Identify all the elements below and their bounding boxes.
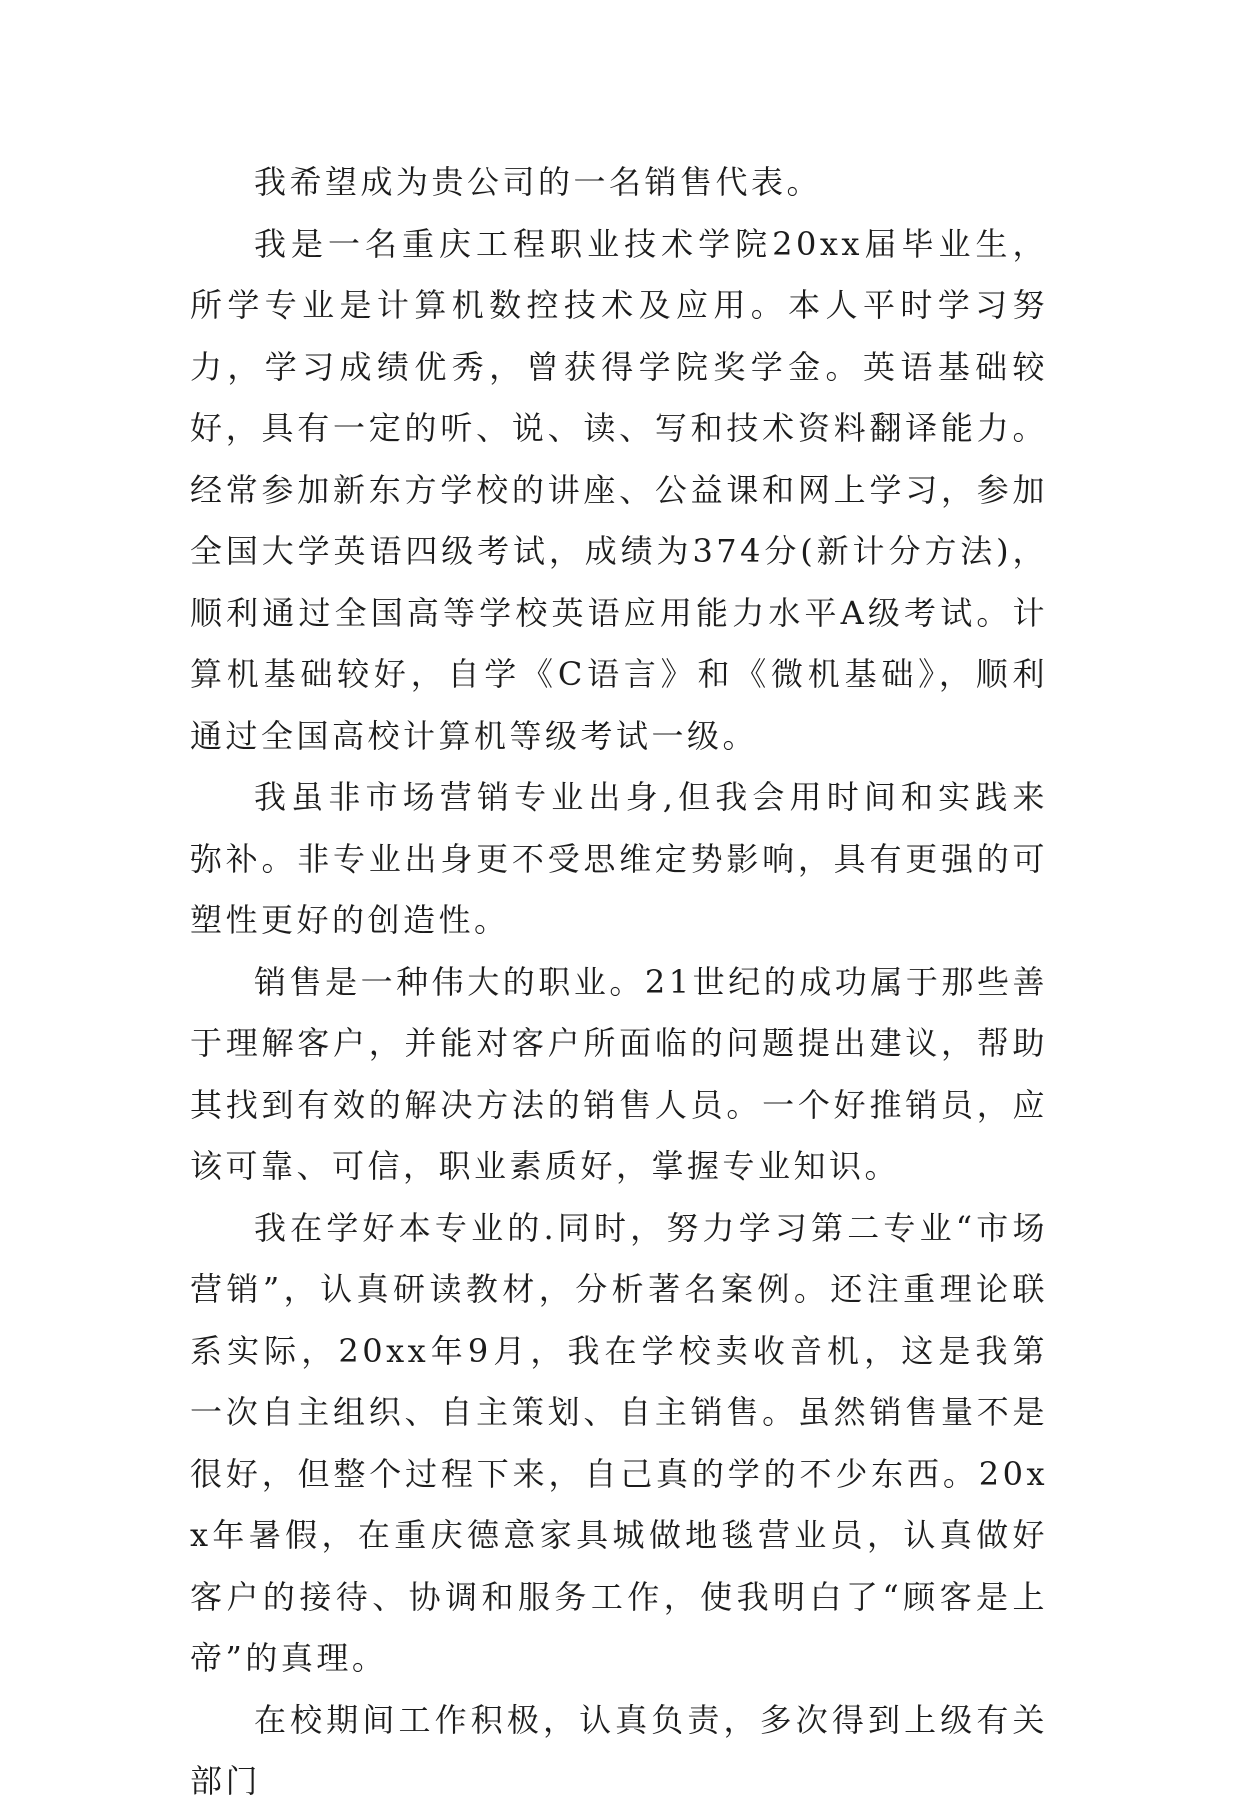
paragraph-intro: 我希望成为贵公司的一名销售代表。: [254, 163, 823, 201]
paragraph-education: 我是一名重庆工程职业技术学院20xx届毕业生，所学专业是计算机数控技术及应用。本人平时学习努力，学习成绩优秀，曾获得学院奖学金。英语基础较好，具有一定的听、说、读、写和技术资料翻译能力。经常参加新东方学校的讲座、公益课和网上学习，参加全国大学英语四级考试，成绩为374分(新计分方法)，顺利通过全国高等学校英语应用能力水平A级考试。计算机基础较好，自学《C语言》和《微机基础》，顺利通过全国高校计算机等级考试一级。: [190, 224, 1048, 755]
paragraph-background: 我虽非市场营销专业出身,但我会用时间和实践来弥补。非专业出身更不受思维定势影响，具有更强的可塑性更好的创造性。: [190, 778, 1048, 939]
paragraph-sales-view: 销售是一种伟大的职业。21世纪的成功属于那些善于理解客户，并能对客户所面临的问题提出建议，帮助其找到有效的解决方法的销售人员。一个好推销员，应该可靠、可信，职业素质好，掌握专业知识。: [190, 962, 1048, 1185]
document-body: [190, 152, 1048, 1813]
paragraph-experience: 我在学好本专业的.同时，努力学习第二专业“市场营销”，认真研读教材，分析著名案例。还注重理论联系实际，20xx年9月，我在学校卖收音机，这是我第一次自主组织、自主策划、自主销售。虽然销售量不是很好，但整个过程下来，自己真的学的不少东西。20xx年暑假，在重庆德意家具城做地毯营业员，认真做好客户的接待、协调和服务工作，使我明白了“顾客是上帝”的真理。: [190, 1208, 1048, 1677]
paragraph-school-work: 在校期间工作积极，认真负责，多次得到上级有关部门: [190, 1700, 1048, 1800]
